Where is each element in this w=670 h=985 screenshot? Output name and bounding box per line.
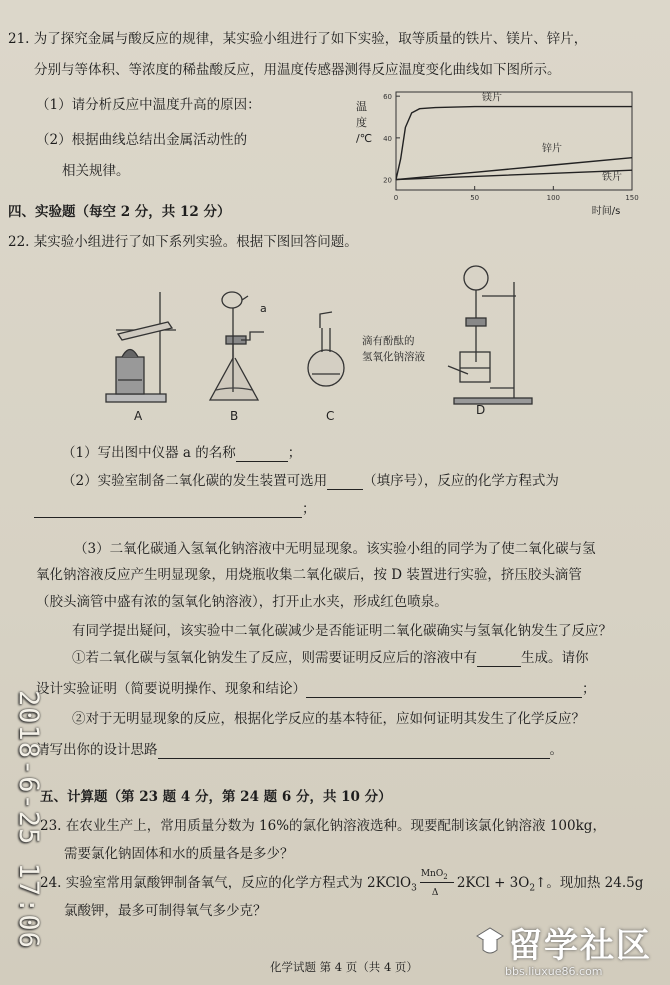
answer-blank-4[interactable] — [477, 652, 521, 667]
apparatus-b — [210, 292, 264, 400]
q24-line2: 氯酸钾，最多可制得氧气多少克？ — [64, 903, 267, 919]
x-tick-label: 100 — [546, 194, 561, 202]
photo-timestamp: 2018-6-25 17:06 — [13, 690, 44, 949]
answer-blank-6[interactable] — [158, 744, 550, 759]
x-tick-label: 0 — [393, 194, 399, 202]
y-tick-label: 20 — [383, 176, 392, 185]
q22-part2: （2）实验室制备二氧化碳的发生装置可选用 （填序号），反应的化学方程式为 — [62, 473, 559, 489]
answer-blank-1[interactable] — [236, 447, 288, 462]
svg-text:度: 度 — [356, 116, 367, 129]
answer-blank-2[interactable] — [327, 475, 363, 490]
q22-part3-l2: 氧化钠溶液反应产生明显现象，用烧瓶收集二氧化碳后，按 D 装置进行实验，挤压胶头滴管 — [36, 567, 582, 583]
section5-title: 五、计算题（第 23 题 4 分，第 24 题 6 分，共 10 分） — [40, 789, 392, 805]
apparatus-c — [308, 312, 344, 386]
q21-line2: 分别与等体积、等浓度的稀盐酸反应，用温度传感器测得反应温度变化曲线如下图所示。 — [34, 62, 561, 78]
q22-part1: （1）写出图中仪器 a 的名称 ； — [62, 445, 302, 461]
q22-part3-l8: 请写出你的设计思路 。 — [36, 742, 563, 758]
q22-intro: 22. 某实验小组进行了如下系列实验。根据下图回答问题。 — [8, 234, 358, 250]
d-note-line1: 滴有酚酞的 — [362, 335, 415, 347]
section4-title: 四、实验题（每空 2 分，共 12 分） — [8, 204, 231, 220]
series-label-1: 锌片 — [542, 143, 562, 155]
temperature-chart — [352, 84, 644, 216]
catalyst-arrow: MnO$_2$ Δ — [419, 875, 455, 893]
q22-part2-eq: ； — [34, 500, 316, 518]
watermark-title: 留学社区 — [508, 926, 652, 966]
apparatus-d — [448, 266, 532, 404]
x-tick-label: 150 — [625, 194, 639, 202]
label-c: C — [326, 409, 335, 423]
y-tick-label: 60 — [383, 93, 392, 102]
d-note-line2: 氢氧化钠溶液 — [362, 351, 425, 363]
apparatus-a — [106, 292, 176, 402]
series-line-1 — [396, 158, 632, 180]
x-axis-label: 时间/s — [591, 206, 621, 216]
y-axis-label — [356, 100, 372, 145]
y-tick-label: 40 — [383, 134, 392, 143]
q21-sub2b: 相关规律。 — [62, 163, 130, 179]
x-tick-label: 50 — [470, 194, 480, 202]
series-line-2 — [396, 170, 632, 179]
q22-part3-l7: ②对于无明显现象的反应，根据化学反应的基本特征，应如何证明其发生了化学反应？ — [72, 711, 585, 727]
q23-line2: 需要氯化钠固体和水的质量各是多少？ — [64, 846, 294, 862]
series-label-2: 铁片 — [602, 172, 622, 184]
label-instrument-a: a — [260, 302, 267, 315]
page-footer: 化学试题 第 4 页（共 4 页） — [270, 960, 418, 974]
graduation-cap-icon — [475, 924, 505, 960]
q21-sub1: （1）请分析反应中温度升高的原因： — [36, 97, 261, 113]
site-watermark — [475, 918, 670, 985]
answer-blank-5[interactable] — [306, 683, 582, 698]
q22-part3-l1: （3）二氧化碳通入氢氧化钠溶液中无明显现象。该实验小组的同学为了使二氧化碳与氢 — [74, 541, 596, 557]
label-d: D — [476, 403, 486, 417]
answer-blank-3[interactable] — [34, 503, 302, 518]
q24-line1: 24. 实验室常用氯酸钾制备氧气，反应的化学方程式为 2KClO$_3$ MnO$_2$ Δ $2KCl + 3O_2↑$。现加热 24.5g — [40, 868, 644, 898]
svg-text:温: 温 — [356, 100, 367, 113]
apparatus-figure — [98, 262, 538, 426]
label-a: A — [134, 409, 143, 423]
watermark-url: bbs.liuxue86.com — [505, 965, 603, 978]
label-b: B — [230, 409, 239, 423]
svg-text:/℃: /℃ — [356, 132, 373, 145]
q23-line1: 23. 在农业生产上，常用质量分数为 16%的氯化钠溶液选种。现要配制该氯化钠溶液 100kg， — [40, 818, 606, 834]
q21-sub2a: （2）根据曲线总结出金属活动性的 — [36, 132, 248, 148]
q22-part3-l4: 有同学提出疑问，该实验中二氧化碳减少是否能证明二氧化碳确实与氢氧化钠发生了反应？ — [72, 623, 612, 639]
q22-part3-l5: ①若二氧化碳与氢氧化钠发生了反应，则需要证明反应后的溶液中有 生成。请你 — [72, 650, 589, 666]
series-label-0: 镁片 — [482, 92, 502, 104]
q22-part3-l3: （胶头滴管中盛有浓的氢氧化钠溶液），打开止水夹，形成红色喷泉。 — [36, 594, 448, 610]
q22-part3-l6: 设计实验证明（简要说明操作、现象和结论） ； — [36, 681, 596, 697]
q21-line1: 21. 为了探究金属与酸反应的规律，某实验小组进行了如下实验，取等质量的铁片、镁片、锌片， — [8, 31, 588, 47]
